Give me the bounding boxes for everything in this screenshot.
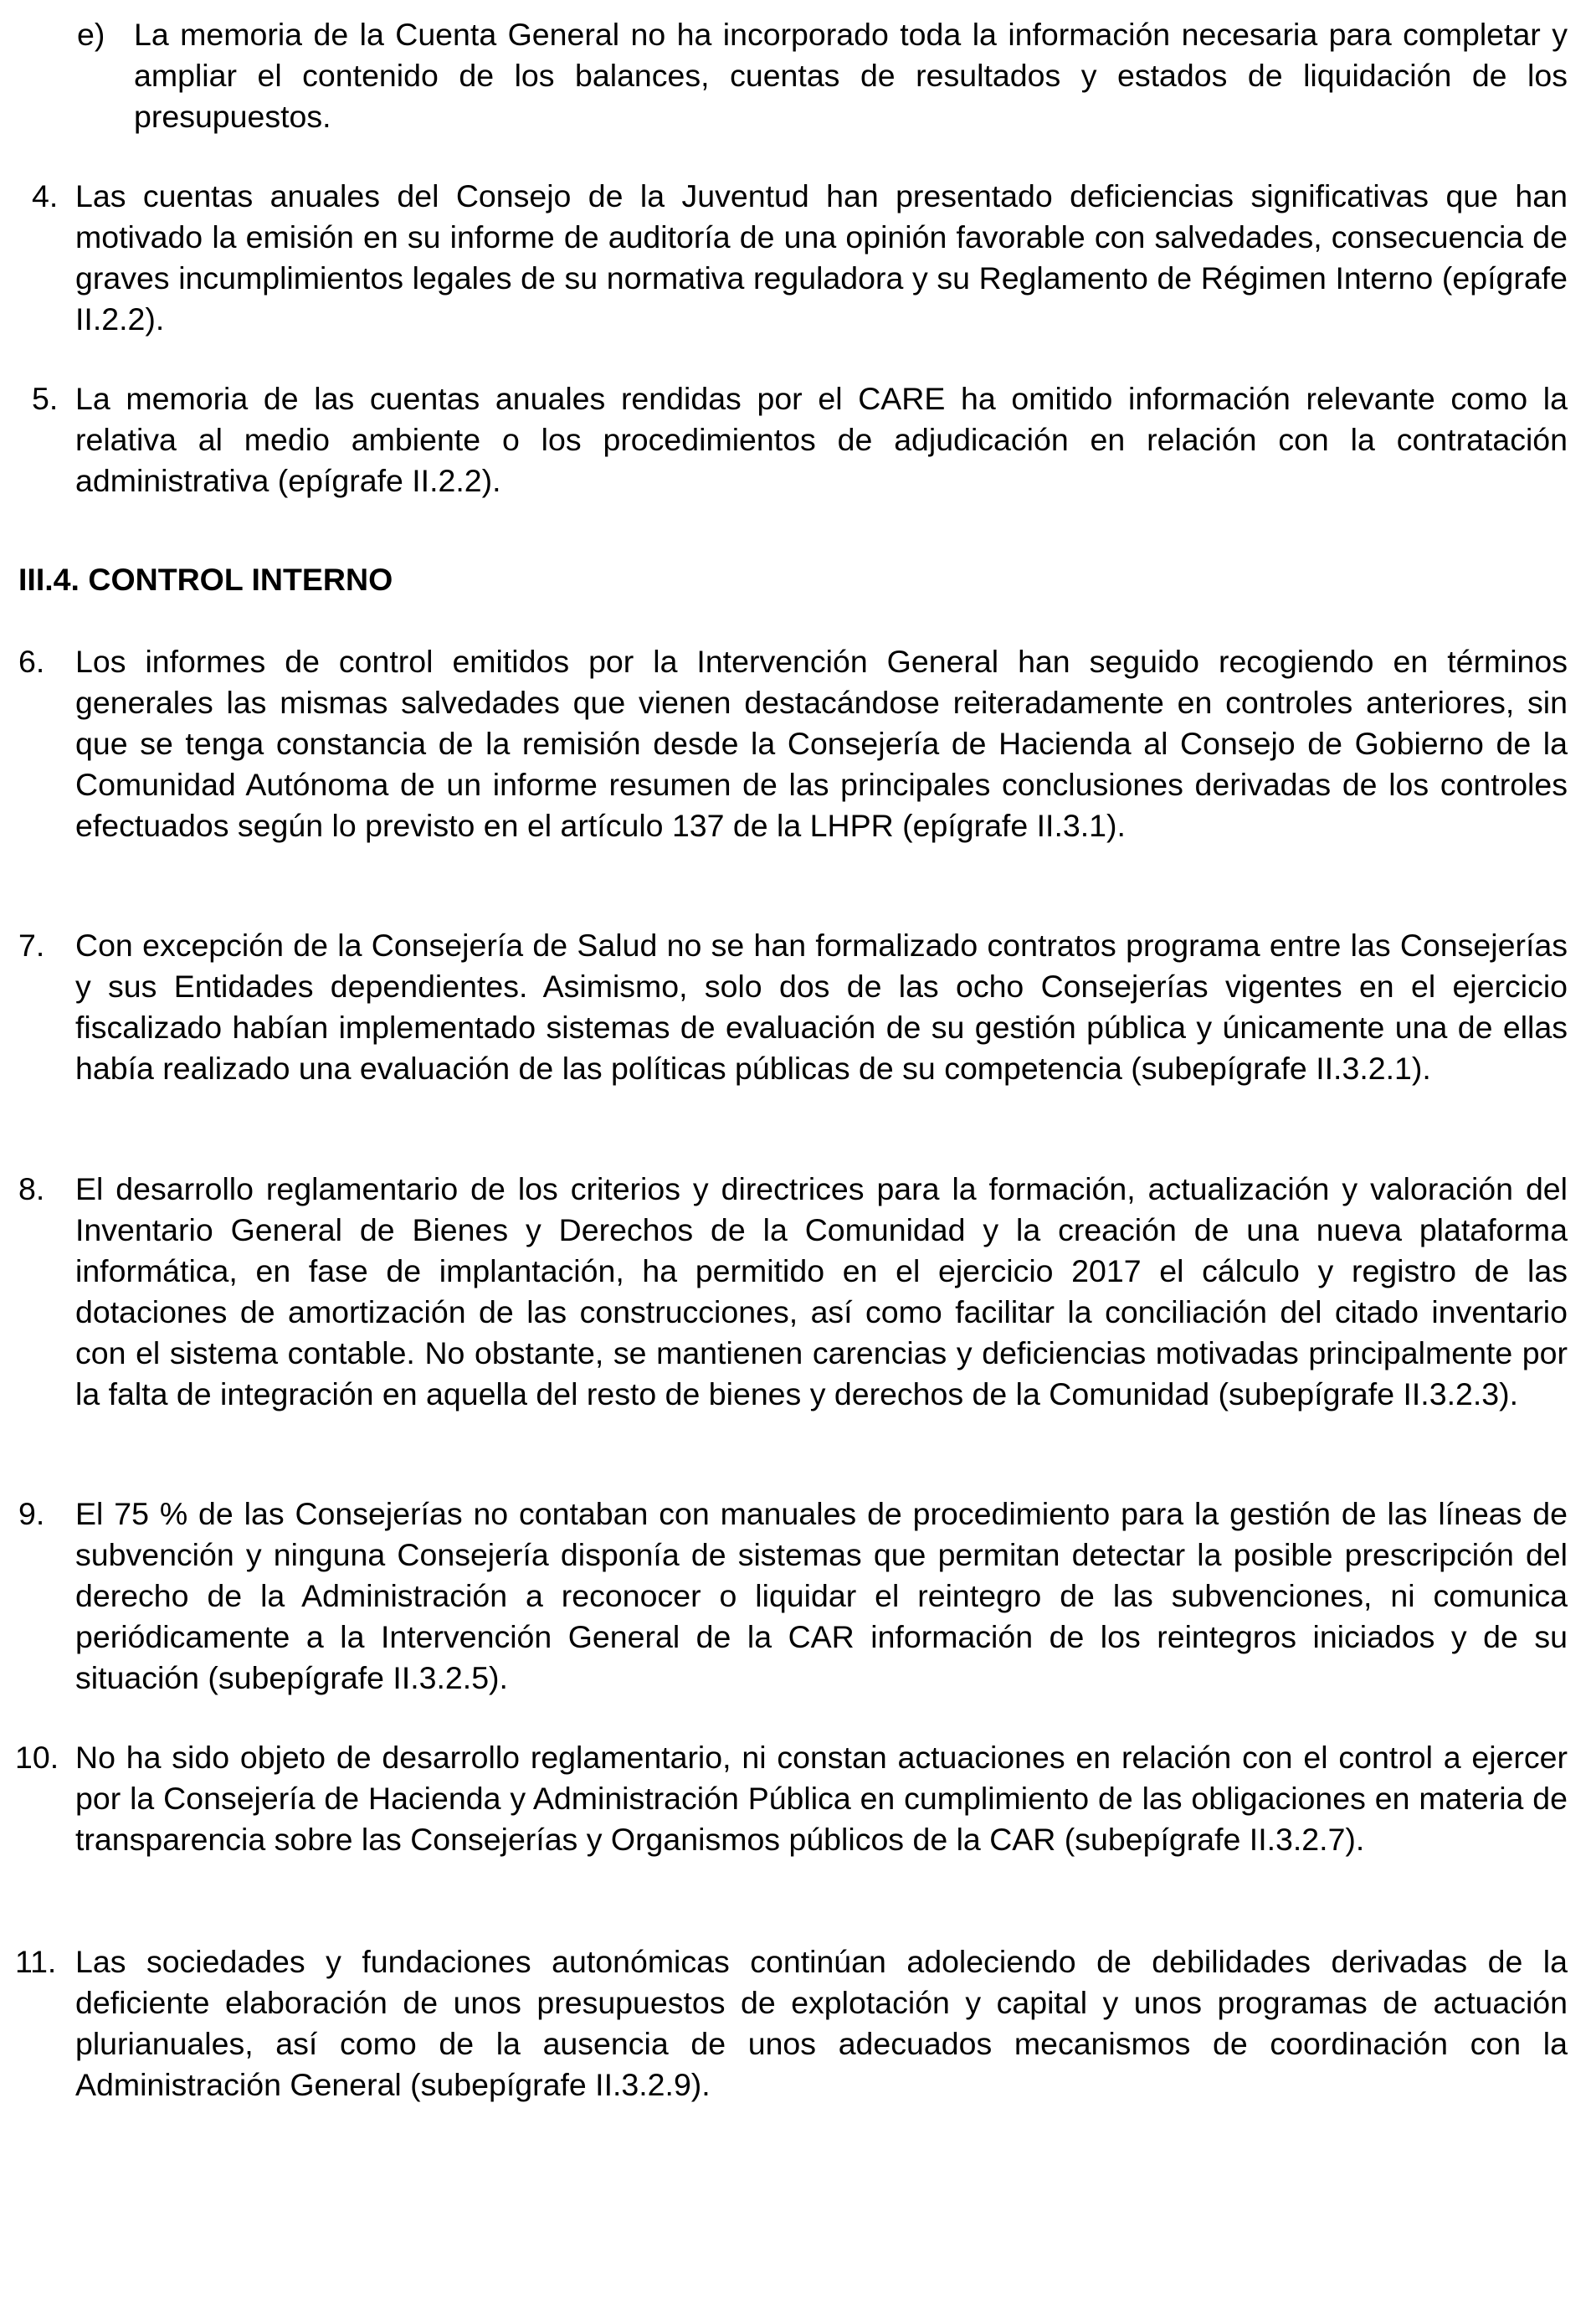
item-text: La memoria de la Cuenta General no ha incorporado toda la información necesaria para completar y ampliar el contenido de los balances, cuentas de resultados y estados de liquidación de los presupuestos.: [134, 17, 1568, 134]
item-marker: 6.: [18, 644, 45, 679]
item-text: El 75 % de las Consejerías no contaban con manuales de procedimiento para la gestión de las líneas de subvención y ninguna Consejería disponía de sistemas que permitan detectar la posible prescripción del derecho de la Administración a reconocer o liquidar el reintegro de las subvenciones, ni comunica periódicamente a la Intervención General de la CAR información de los reintegros iniciados y de su situación (subepígrafe II.3.2.5).: [75, 1496, 1568, 1695]
item-text: La memoria de las cuentas anuales rendidas por el CARE ha omitido información relevante como la relativa al medio ambiente o los procedimientos de adjudicación en relación con la contratación administrativa (epígrafe II.2.2).: [75, 381, 1568, 498]
item-marker: 7.: [18, 928, 45, 963]
item-marker: 10.: [15, 1740, 59, 1775]
item-text: Las sociedades y fundaciones autonómicas continúan adoleciendo de debilidades derivadas de la deficiente elaboración de unos presupuestos de explotación y capital y unos programas de actuación plurianuales, así como de la ausencia de unos adecuados mecanismos de coordinación con la Administración General (subepígrafe II.3.2.9).: [75, 1944, 1568, 2102]
item-text: Con excepción de la Consejería de Salud no se han formalizado contratos programa entre las Consejerías y sus Entidades dependientes. Asimismo, solo dos de las ocho Consejerías vigentes en el ejercicio fiscalizado habían implementado sistemas de evaluación de su gestión pública y únicamente una de ellas había realizado una evaluación de las políticas públicas de su competencia (subepígrafe II.3.2.1).: [75, 928, 1568, 1086]
item-marker: 11.: [15, 1944, 57, 1979]
item-text: Los informes de control emitidos por la Intervención General han seguido recogiendo en términos generales las mismas salvedades que vienen destacándose reiteradamente en controles anteriores, sin que se tenga constancia de la remisión desde la Consejería de Hacienda al Consejo de Gobierno de la Comunidad Autónoma de un informe resumen de las principales conclusiones derivadas de los controles efectuados según lo previsto en el artículo 137 de la LHPR (epígrafe II.3.1).: [75, 644, 1568, 843]
item-marker: 8.: [18, 1171, 45, 1206]
item-marker: 4.: [32, 178, 59, 213]
item-text: No ha sido objeto de desarrollo reglamentario, ni constan actuaciones en relación con el control a ejercer por la Consejería de Hacienda y Administración Pública en cumplimiento de las obligaciones en materia de transparencia sobre las Consejerías y Organismos públicos de la CAR (subepígrafe II.3.2.7).: [75, 1740, 1568, 1857]
section-heading: III.4. CONTROL INTERNO: [18, 562, 393, 597]
item-text: Las cuentas anuales del Consejo de la Juventud han presentado deficiencias significativas que han motivado la emisión en su informe de auditoría de una opinión favorable con salvedades, consecuencia de graves incumplimientos legales de su normativa reguladora y su Reglamento de Régimen Interno (epígrafe II.2.2).: [75, 178, 1568, 337]
item-marker: 9.: [18, 1496, 45, 1531]
item-marker: 5.: [32, 381, 59, 416]
item-marker: e): [77, 17, 105, 52]
item-text: El desarrollo reglamentario de los criterios y directrices para la formación, actualización y valoración del Inventario General de Bienes y Derechos de la Comunidad y la creación de una nueva plataforma informática, en fase de implantación, ha permitido en el ejercicio 2017 el cálculo y registro de las dotaciones de amortización de las construcciones, así como facilitar la conciliación del citado inventario con el sistema contable. No obstante, se mantienen carencias y deficiencias motivadas principalmente por la falta de integración en aquella del resto de bienes y derechos de la Comunidad (subepígrafe II.3.2.3).: [75, 1171, 1568, 1411]
